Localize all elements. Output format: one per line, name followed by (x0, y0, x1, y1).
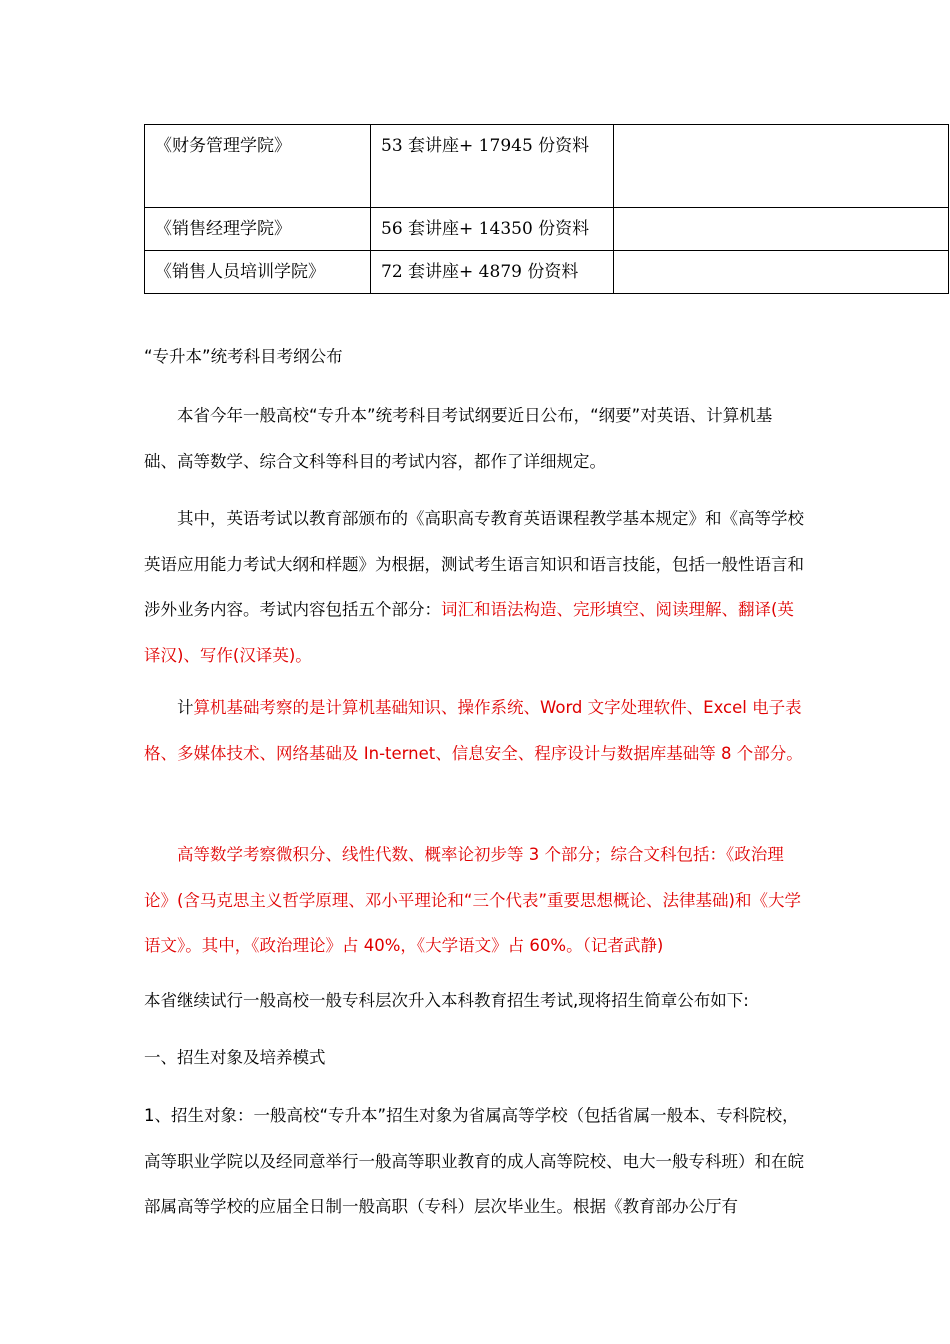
course-note-cell (614, 208, 949, 251)
course-name-cell: 《财务管理学院》 (145, 125, 371, 208)
english-exam-parts: 词汇和语法构造、完形填空、阅读理解、翻译(英译汉)、写作(汉译英)。 (144, 600, 794, 665)
courses-table (144, 124, 949, 294)
english-exam-text: 其中，英语考试以教育部颁布的《高职高专教育英语课程教学基本规定》和《高等学校英语应用能力考试大纲和样题》为根据，测试考生语言知识和语言技能，包括一般性语言和涉外业务内容。考试内容包括五个部分： (144, 509, 804, 619)
table-row (145, 251, 949, 294)
computer-exam-lead: 计 (177, 698, 194, 717)
computer-exam-text: 算机基础考察的是计算机基础知识、操作系统、Word 文字处理软件、Excel 电子表格、多媒体技术、网络基础及 In-ternet、信息安全、程序设计与数据库基础等 8 个部分。 (144, 698, 803, 763)
article-heading: “专升本”统考科目考纲公布 (144, 347, 343, 366)
paragraph-intro: 本省今年一般高校“专升本”统考科目考试纲要近日公布，“纲要”对英语、计算机基础、高等数学、综合文科等科目的考试内容，都作了详细规定。 (144, 406, 773, 471)
paragraph-admission-notice: 本省继续试行一般高校一般专科层次升入本科教育招生考试,现将招生简章公布如下: (144, 991, 749, 1010)
table-row (145, 208, 949, 251)
course-name-cell: 《销售人员培训学院》 (145, 251, 371, 294)
paragraph-computer (144, 685, 804, 776)
course-name-cell: 《销售经理学院》 (145, 208, 371, 251)
course-note-cell (614, 125, 949, 208)
course-content-cell: 53 套讲座+ 17945 份资料 (371, 125, 614, 208)
course-note-cell (614, 251, 949, 294)
table-row (145, 125, 949, 208)
paragraph-math-liberal-arts: 高等数学考察微积分、线性代数、概率论初步等 3 个部分；综合文科包括：《政治理论》(含马克思主义哲学原理、邓小平理论和“三个代表”重要思想概论、法律基础)和《大学语文》。其中，《政治理论》占 40%，《大学语文》占 60%。（记者武静) (144, 845, 801, 955)
course-content-cell: 56 套讲座+ 14350 份资料 (371, 208, 614, 251)
paragraph-english (144, 496, 804, 678)
course-content-cell: 72 套讲座+ 4879 份资料 (371, 251, 614, 294)
section-heading-admission-target: 一、招生对象及培养模式 (144, 1048, 326, 1067)
paragraph-admission-target: 1、招生对象：一般高校“专升本”招生对象为省属高等学校（包括省属一般本、专科院校，高等职业学院以及经同意举行一般高等职业教育的成人高等院校、电大一般专科班）和在皖部属高等学校的应届全日制一般高职（专科）层次毕业生。根据《教育部办公厅有 (144, 1106, 804, 1216)
